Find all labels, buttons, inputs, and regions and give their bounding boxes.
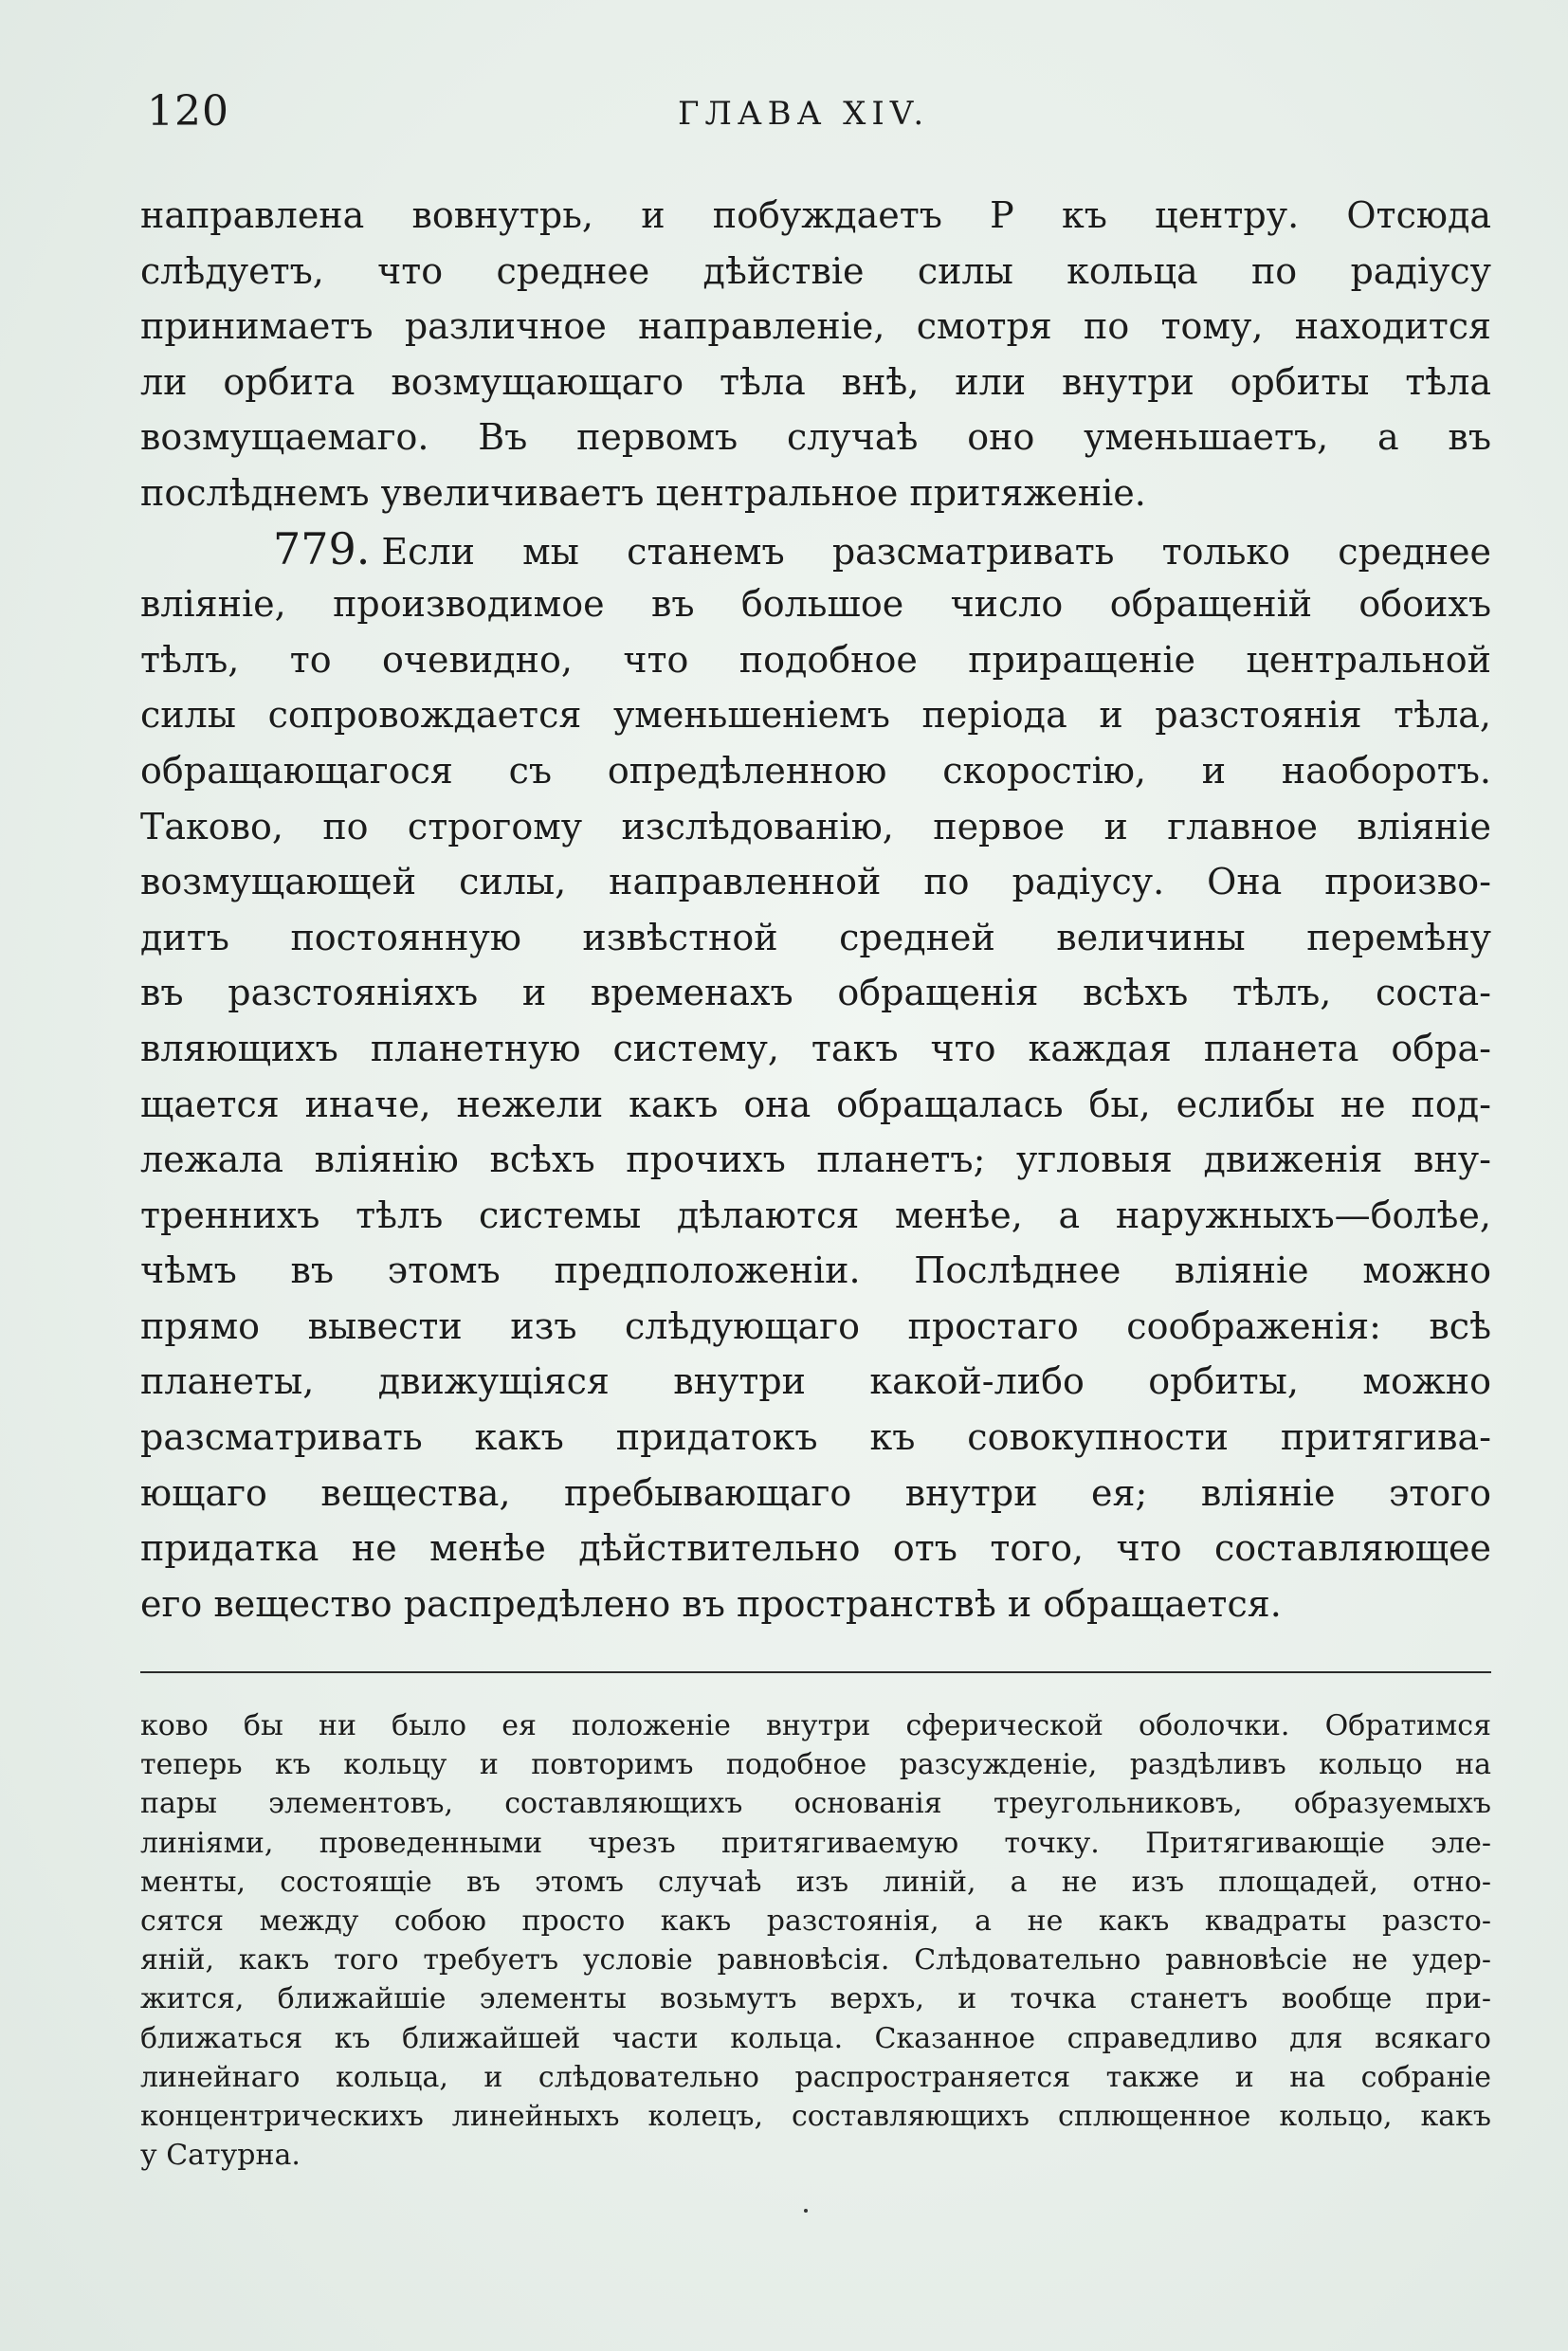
text-line: направлена вовнутрь, и побуждаетъ P къ центру. Отсюда xyxy=(140,194,1491,236)
text-line: въ разстояніяхъ и временахъ обращенія всѣхъ тѣлъ, соста- xyxy=(140,972,1491,1014)
text-line: разсматривать какъ придатокъ къ совокупности притягива- xyxy=(140,1416,1491,1459)
footnote-line: ково бы ни было ея положеніе внутри сферической оболочки. Обратимся xyxy=(140,1709,1491,1742)
text-line: его вещество распредѣлено въ пространствѣ и обращается. xyxy=(140,1582,1282,1625)
text-line: ли орбита возмущающаго тѣла внѣ, или внутри орбиты тѣла xyxy=(140,360,1491,403)
footnote-line: жится, ближайшіе элементы возьмутъ верхъ, и точка станетъ вообще при- xyxy=(140,1982,1491,2016)
text-line: тѣлъ, то очевидно, что подобное приращеніе центральной xyxy=(140,638,1491,681)
text-line: вліяніе, производимое въ большое число обращеній обоихъ xyxy=(140,583,1491,626)
footnote xyxy=(140,1706,1491,2175)
main-text xyxy=(140,188,1491,1631)
footnote-line: сятся между собою просто какъ разстоянія, а не какъ квадраты разсто- xyxy=(140,1904,1491,1938)
text-line: чѣмъ въ этомъ предположеніи. Послѣднее вліяніе можно xyxy=(140,1249,1491,1292)
footnote-line: концентрическихъ линейныхъ колецъ, составляющихъ сплющенное кольцо, какъ xyxy=(140,2099,1491,2133)
footnote-line: ближаться къ ближайшей части кольца. Сказанное справедливо для всякаго xyxy=(140,2021,1491,2055)
text-line: дитъ постоянную извѣстной средней величины перемѣну xyxy=(140,916,1491,958)
footnote-line: линейнаго кольца, и слѣдовательно распространяется также и на собраніе xyxy=(140,2060,1491,2094)
text-line: Таково, по строгому изслѣдованію, первое и главное вліяніе xyxy=(140,805,1491,847)
text-line: возмущаемаго. Въ первомъ случаѣ оно уменьшаетъ, а въ xyxy=(140,416,1491,459)
text-line: планеты, движущіяся внутри какой-либо орбиты, можно xyxy=(140,1360,1491,1403)
text-line: обращающагося съ опредѣленною скоростію, и наоборотъ. xyxy=(140,749,1491,792)
footnote-line: менты, состоящіе въ этомъ случаѣ изъ линій, а не изъ площадей, отно- xyxy=(140,1865,1491,1899)
page-header xyxy=(147,87,1493,135)
text-line: послѣднемъ увеличиваетъ центральное притяженіе. xyxy=(140,471,1146,514)
text-line: силы сопровождается уменьшеніемъ періода и разстоянія тѣла, xyxy=(140,694,1491,737)
text-line: возмущающей силы, направленной по радіусу. Она произво- xyxy=(140,861,1491,903)
print-speck xyxy=(804,2209,808,2213)
footnote-line: пары элементовъ, составляющихъ основанія треугольниковъ, образуемыхъ xyxy=(140,1787,1491,1821)
text-line: вляющихъ планетную систему, такъ что каждая планета обра- xyxy=(140,1027,1491,1069)
footnote-line: яній, какъ того требуетъ условіе равновѣсія. Слѣдовательно равновѣсіе не удер- xyxy=(140,1943,1491,1977)
text-line: Если мы станемъ разсматривать только среднее xyxy=(381,530,1491,573)
text-line: лежала вліянію всѣхъ прочихъ планетъ; угловыя движенія вну- xyxy=(140,1139,1491,1181)
text-line: щается иначе, нежели какъ она обращалась бы, еслибы не под- xyxy=(140,1083,1491,1125)
text-line: придатка не менѣе дѣйствительно отъ того, что составляющее xyxy=(140,1527,1491,1570)
footnote-divider xyxy=(140,1671,1491,1673)
footnote-line: линіями, проведенными чрезъ притягиваемую точку. Притягивающіе эле- xyxy=(140,1826,1491,1860)
text-line: треннихъ тѣлъ системы дѣлаются менѣе, а наружныхъ—болѣе, xyxy=(140,1194,1491,1236)
running-head: ГЛАВА XIV. xyxy=(678,95,930,133)
paragraph-number: 779. xyxy=(273,522,371,574)
footnote-line: у Сатурна. xyxy=(140,2139,301,2173)
text-line: принимаетъ различное направленіе, смотря по тому, находится xyxy=(140,305,1491,348)
text-line: слѣдуетъ, что среднее дѣйствіе силы кольца по радіусу xyxy=(140,249,1491,292)
text-line: ющаго вещества, пребывающаго внутри ея; вліяніе этого xyxy=(140,1471,1491,1514)
page-number: 120 xyxy=(147,87,229,136)
footnote-line: теперь къ кольцу и повторимъ подобное разсужденіе, раздѣливъ кольцо на xyxy=(140,1748,1491,1782)
text-line: прямо вывести изъ слѣдующаго простаго соображенія: всѣ xyxy=(140,1304,1491,1347)
paragraph-start-line xyxy=(140,521,1491,577)
